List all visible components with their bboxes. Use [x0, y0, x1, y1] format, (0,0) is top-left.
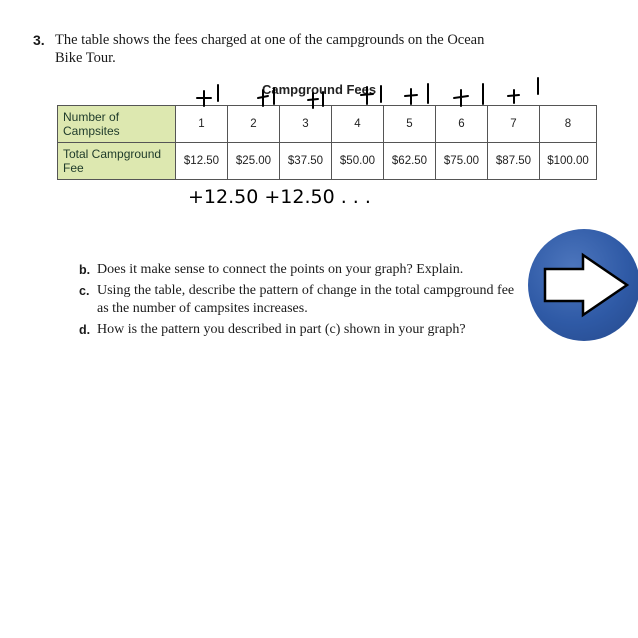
fee-cell: $50.00: [332, 143, 384, 180]
table-title: Campground Fees: [262, 82, 377, 97]
question-b: [79, 261, 517, 279]
campsites-cell: 4: [332, 106, 384, 143]
campsites-cell: 6: [436, 106, 488, 143]
question-text: Does it make sense to connect the points on your graph? Explain.: [97, 262, 464, 277]
fee-cell: $12.50: [176, 143, 228, 180]
question-c: [79, 282, 517, 318]
campsites-cell: 7: [488, 106, 540, 143]
problem-number: 3.: [33, 32, 45, 48]
campsites-cell: 5: [384, 106, 436, 143]
plus-one-mark: [508, 78, 538, 103]
question-list: [79, 261, 517, 339]
campsites-cell: 1: [176, 106, 228, 143]
problem-text: The table shows the fees charged at one of the campgrounds on the Ocean Bike Tour.: [55, 32, 485, 66]
fee-cell: $25.00: [228, 143, 280, 180]
campsites-cell: 8: [540, 106, 597, 143]
plus-one-mark: [361, 86, 381, 104]
row-header-fee: Total Campground Fee: [58, 143, 176, 180]
fee-cell: $75.00: [436, 143, 488, 180]
campsites-cell: 2: [228, 106, 280, 143]
plus-one-mark: [405, 84, 428, 104]
right-arrow-icon: [528, 229, 638, 341]
plus-one-mark: [197, 85, 218, 106]
question-text: Using the table, describe the pattern of change in the total campground fee as the number of campsites increases.: [97, 283, 515, 316]
question-label: c.: [79, 284, 90, 298]
campsites-cell: 3: [280, 106, 332, 143]
question-label: d.: [79, 323, 91, 337]
question-d: [79, 321, 517, 339]
fee-cell: $100.00: [540, 143, 597, 180]
fee-cell: $87.50: [488, 143, 540, 180]
fee-cell: $37.50: [280, 143, 332, 180]
next-button[interactable]: [528, 229, 638, 341]
question-text: How is the pattern you described in part (c) shown in your graph?: [97, 322, 466, 337]
handwritten-note: +12.50 +12.50 . . .: [188, 186, 371, 208]
fee-cell: $62.50: [384, 143, 436, 180]
plus-one-mark: [454, 84, 483, 106]
plus-one-mark: [258, 88, 274, 106]
plus-one-mark: [308, 92, 323, 108]
row-header-campsites: Number of Campsites: [58, 106, 176, 143]
question-label: b.: [79, 263, 91, 277]
